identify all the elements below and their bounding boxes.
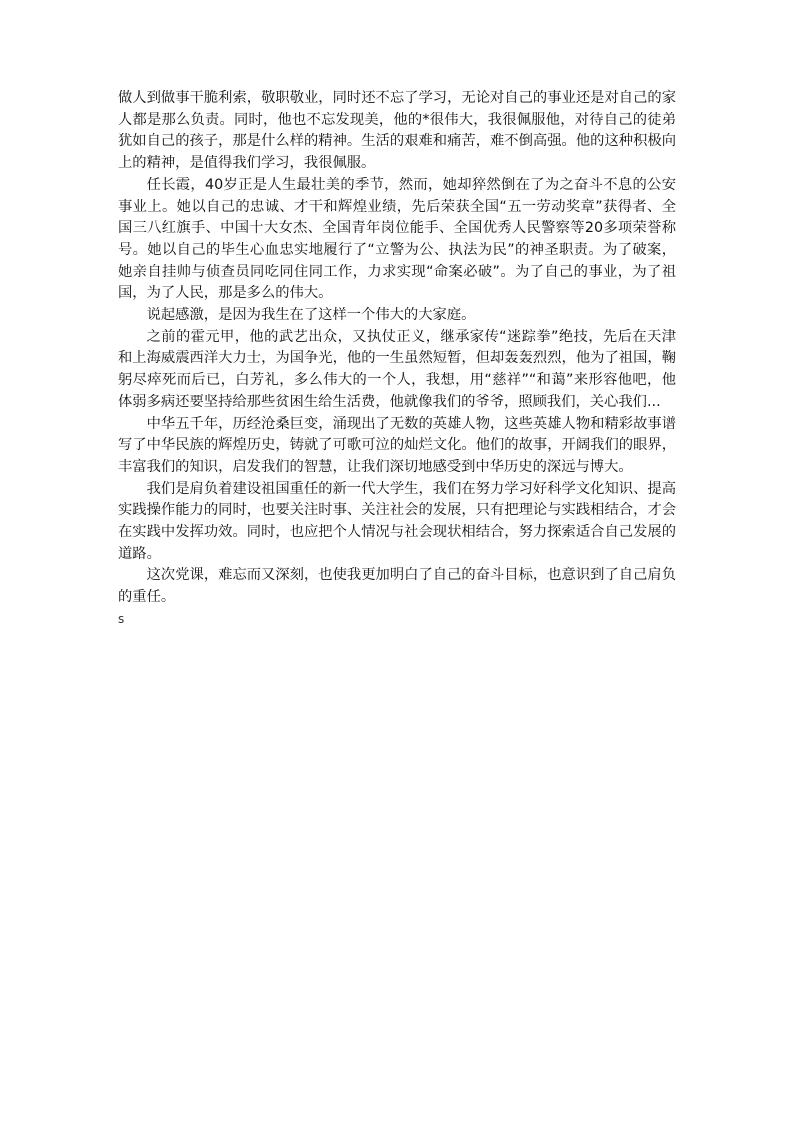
paragraph-2: 任长霞，40岁正是人生最壮美的季节，然而，她却猝然倒在了为之奋斗不息的公安事业上。她以自己的忠诚、才干和辉煌业绩，先后荣获全国“五一劳动奖章”获得者、全国三八红旗手、中国十大女杰、全国青年岗位能手、全国优秀人民警察等20多项荣誉称号。她以自己的毕生心血忠实地履行了“立警为公、执法为民”的神圣职责。为了破案，她亲自挂帅与侦查员同吃同住同工作，力求实现“命案必破”。为了自己的事业，为了祖国，为了人民，那是多么的伟大。 <box>118 176 676 302</box>
paragraph-1: 做人到做事干脆利索，敬职敬业，同时还不忘了学习，无论对自己的事业还是对自己的家人都是那么负责。同时，他也不忘发现美，他的*很伟大，我很佩服他，对待自己的徒弟犹如自己的孩子，那是什么样的精神。生活的艰难和痛苦，难不倒高强。他的这种积极向上的精神，是值得我们学习，我很佩服。 <box>118 90 676 172</box>
paragraph-5: 中华五千年，历经沧桑巨变，涌现出了无数的英雄人物，这些英雄人物和精彩故事谱写了中华民族的辉煌历史，铸就了可歌可泣的灿烂文化。他们的故事，开阔我们的眼界，丰富我们的知识，启发我们的智慧，让我们深切地感受到中华历史的深远与博大。 <box>118 415 676 475</box>
paragraph-7: 这次党课，难忘而又深刻，也使我更加明白了自己的奋斗目标，也意识到了自己肩负的重任。 <box>118 567 676 606</box>
paragraph-4: 之前的霍元甲，他的武艺出众，又执仗正义，继承家传“迷踪拳”绝技，先后在天津和上海威震西洋大力士，为国争光，他的一生虽然短暂，但却轰轰烈烈，他为了祖国，鞠躬尽瘁死而后已，白芳礼，多么伟大的一个人，我想，用“慈祥”“和蔼”来形容他吧，他体弱多病还要坚持给那些贫困生给生活费，他就像我们的爷爷，照顾我们，关心我们... <box>118 328 676 410</box>
trailing-mark: s <box>118 611 125 626</box>
document-body <box>118 88 676 630</box>
paragraph-6: 我们是肩负着建设祖国重任的新一代大学生，我们在努力学习好科学文化知识、提高实践操作能力的同时，也要关注时事、关注社会的发展，只有把理论与实践相结合，才会在实践中发挥功效。同时，也应把个人情况与社会现状相结合，努力探索适合自己发展的道路。 <box>118 480 676 562</box>
paragraph-3: 说起感激，是因为我生在了这样一个伟大的大家庭。 <box>146 307 476 324</box>
